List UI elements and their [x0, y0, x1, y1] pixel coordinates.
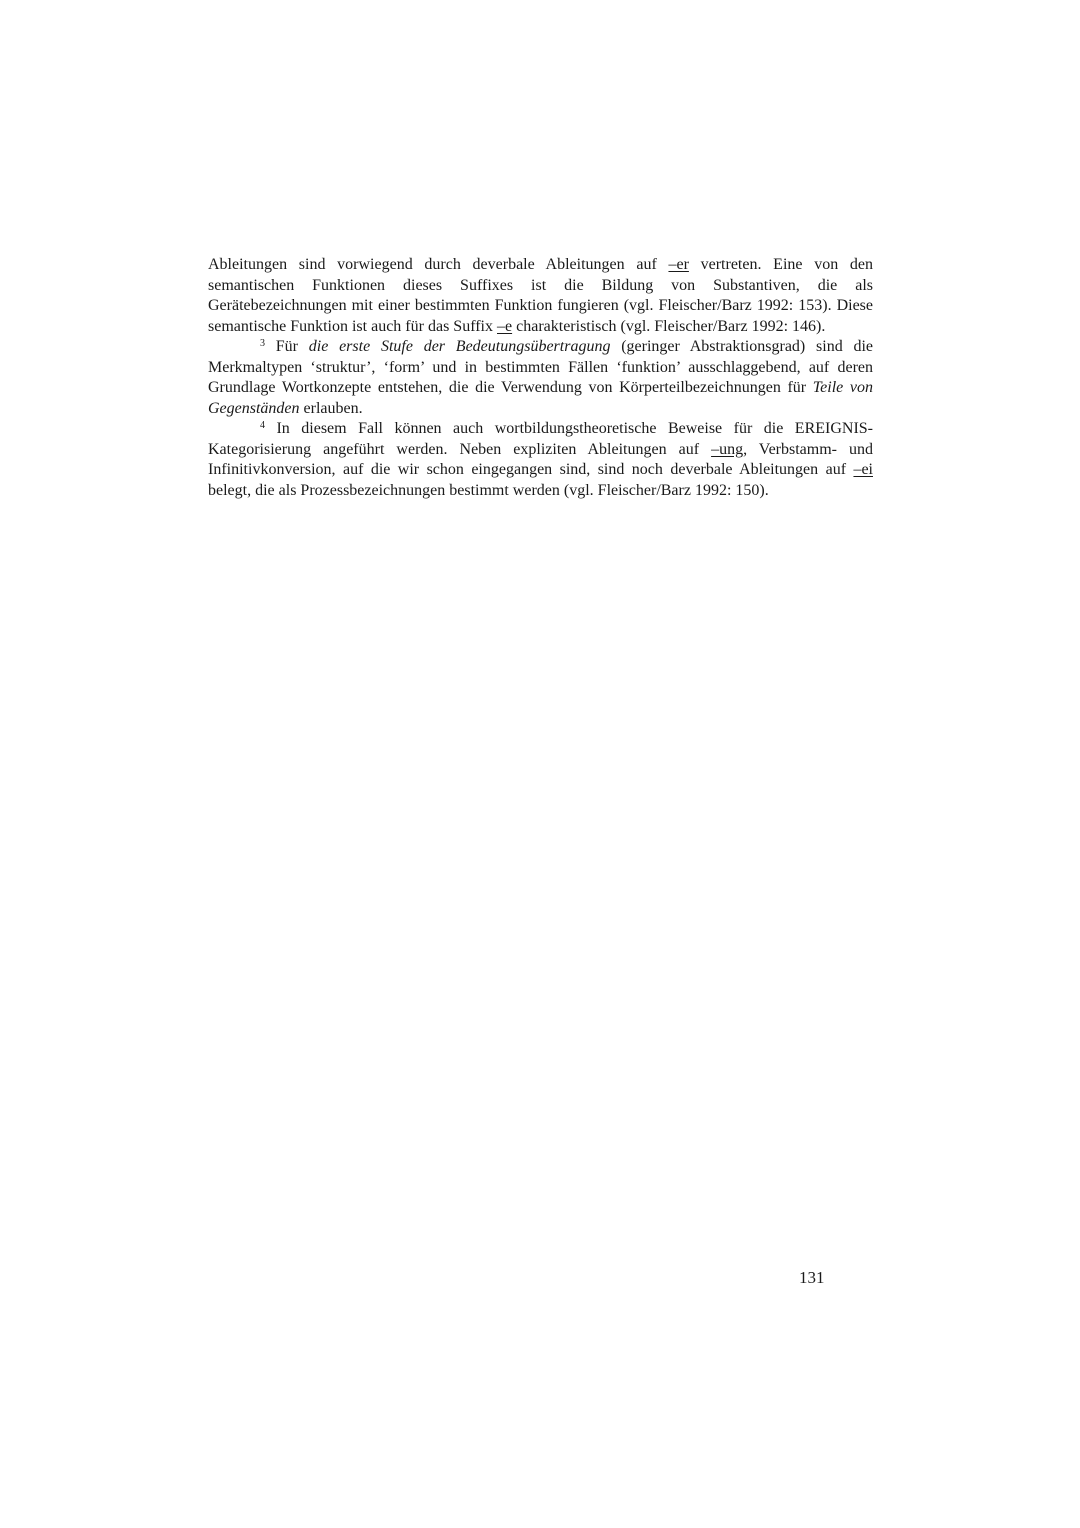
- footnote-text: In diesem Fall können auch wortbildungstheoretische Beweise für die EREIGNIS-Kategorisierung angeführt werden. Neben expliziten Ableitungen auf: [208, 420, 873, 458]
- footnote-4: [208, 419, 873, 501]
- page-number: 131: [799, 1268, 825, 1287]
- footnote-text: belegt, die als Prozessbezeichnungen bestimmt werden (vgl. Fleischer/Barz 1992: 150).: [208, 481, 769, 499]
- footnote-text: Für: [265, 338, 309, 355]
- footnote-emphasis: die erste Stufe der Bedeutungsübertragung: [308, 338, 611, 355]
- footnote-area: [208, 255, 873, 501]
- footnote-text: (geringer Abstraktionsgrad) sind die Merkmaltypen ‘struktur’, ‘form’ und in bestimmten Fällen ‘funktion’ ausschlaggebend, auf deren Grundlage Wortkonzepte entstehen, die die Verwendung von Körperteilbezeichnungen für: [208, 338, 874, 396]
- footnote-text: , Verbstamm- und Infinitivkonversion, auf die wir schon eingegangen sind, sind noch deverbale Ableitungen auf: [208, 440, 874, 478]
- footnote-marker: 4: [260, 420, 265, 431]
- suffix-ei: –ei: [853, 461, 873, 478]
- footnote-text: erlauben.: [299, 399, 363, 417]
- footnote-text: charakteristisch (vgl. Fleischer/Barz 1992: 146).: [512, 317, 826, 335]
- suffix-e: –e: [497, 317, 513, 335]
- suffix-ung: –ung: [711, 440, 744, 458]
- footnote-marker: 3: [260, 338, 265, 349]
- footnote-text: Ableitungen sind vorwiegend durch deverbale Ableitungen auf: [208, 256, 669, 273]
- footnote-emphasis: Teile von Gegenständen: [208, 379, 873, 417]
- footnote-continuation: [208, 255, 873, 337]
- suffix-er: –er: [668, 256, 689, 273]
- footnote-3: [208, 337, 873, 419]
- footnote-text: vertreten. Eine von den semantischen Funktionen dieses Suffixes ist die Bildung von Substantiven, die als Gerätebezeichnungen mit einer bestimmten Funktion fungieren (vgl. Fleischer/Barz 1992: 153). Diese semantische Funktion ist auch für das Suffix: [208, 256, 873, 335]
